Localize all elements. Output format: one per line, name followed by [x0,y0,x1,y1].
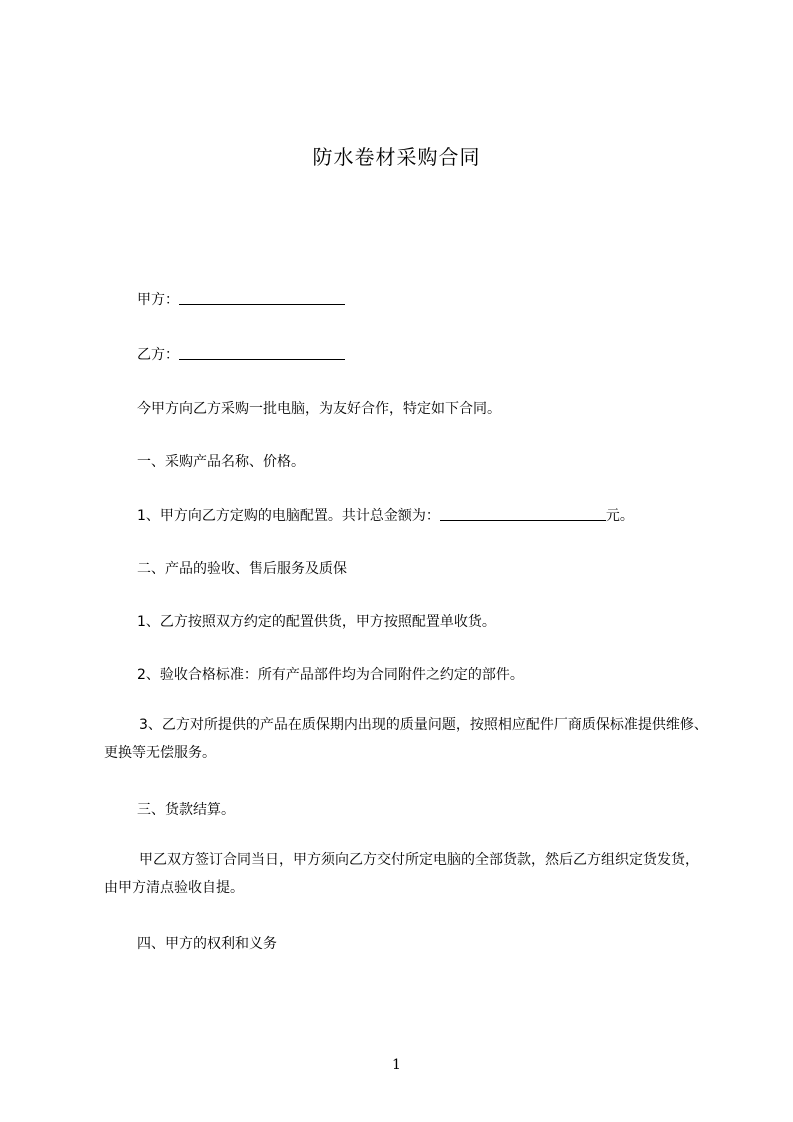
section-3-heading: 三、货款结算。 [137,802,235,818]
party-a-blank [179,290,345,305]
party-a-label: 甲方： [137,292,179,308]
section-2-item-3: 3、乙方对所提供的产品在质保期内出现的质量问题，按照相应配件厂商质保标准提供维修、更换等无偿服务。 [104,717,708,761]
section-1-item-1-suffix: 元。 [605,508,634,524]
intro-paragraph: 今甲方向乙方采购一批电脑，为友好合作，特定如下合同。 [137,401,501,417]
party-b-label: 乙方： [137,347,179,363]
document-title: 防水卷材采购合同 [312,145,481,169]
section-2-heading: 二、产品的验收、售后服务及质保 [137,561,347,577]
party-b-blank [179,345,345,360]
section-2-item-1: 1、乙方按照双方约定的配置供货，甲方按照配置单收货。 [137,614,496,630]
page-number: 1 [392,1057,401,1073]
party-a-line [137,290,345,310]
section-1-heading: 一、采购产品名称、价格。 [137,454,305,470]
section-2-item-2: 2、验收合格标准：所有产品部件均为合同附件之约定的部件。 [137,667,524,683]
party-b-line [137,345,345,365]
section-3-body: 甲乙双方签订合同当日，甲方须向乙方交付所定电脑的全部货款，然后乙方组织定货发货，由甲方清点验收自提。 [104,852,699,896]
total-amount-blank [440,506,606,521]
section-4-heading: 四、甲方的权利和义务 [137,936,277,952]
section-1-item-1 [137,506,634,526]
section-1-item-1-text: 1、甲方向乙方定购的电脑配置。共计总金额为： [137,508,440,524]
